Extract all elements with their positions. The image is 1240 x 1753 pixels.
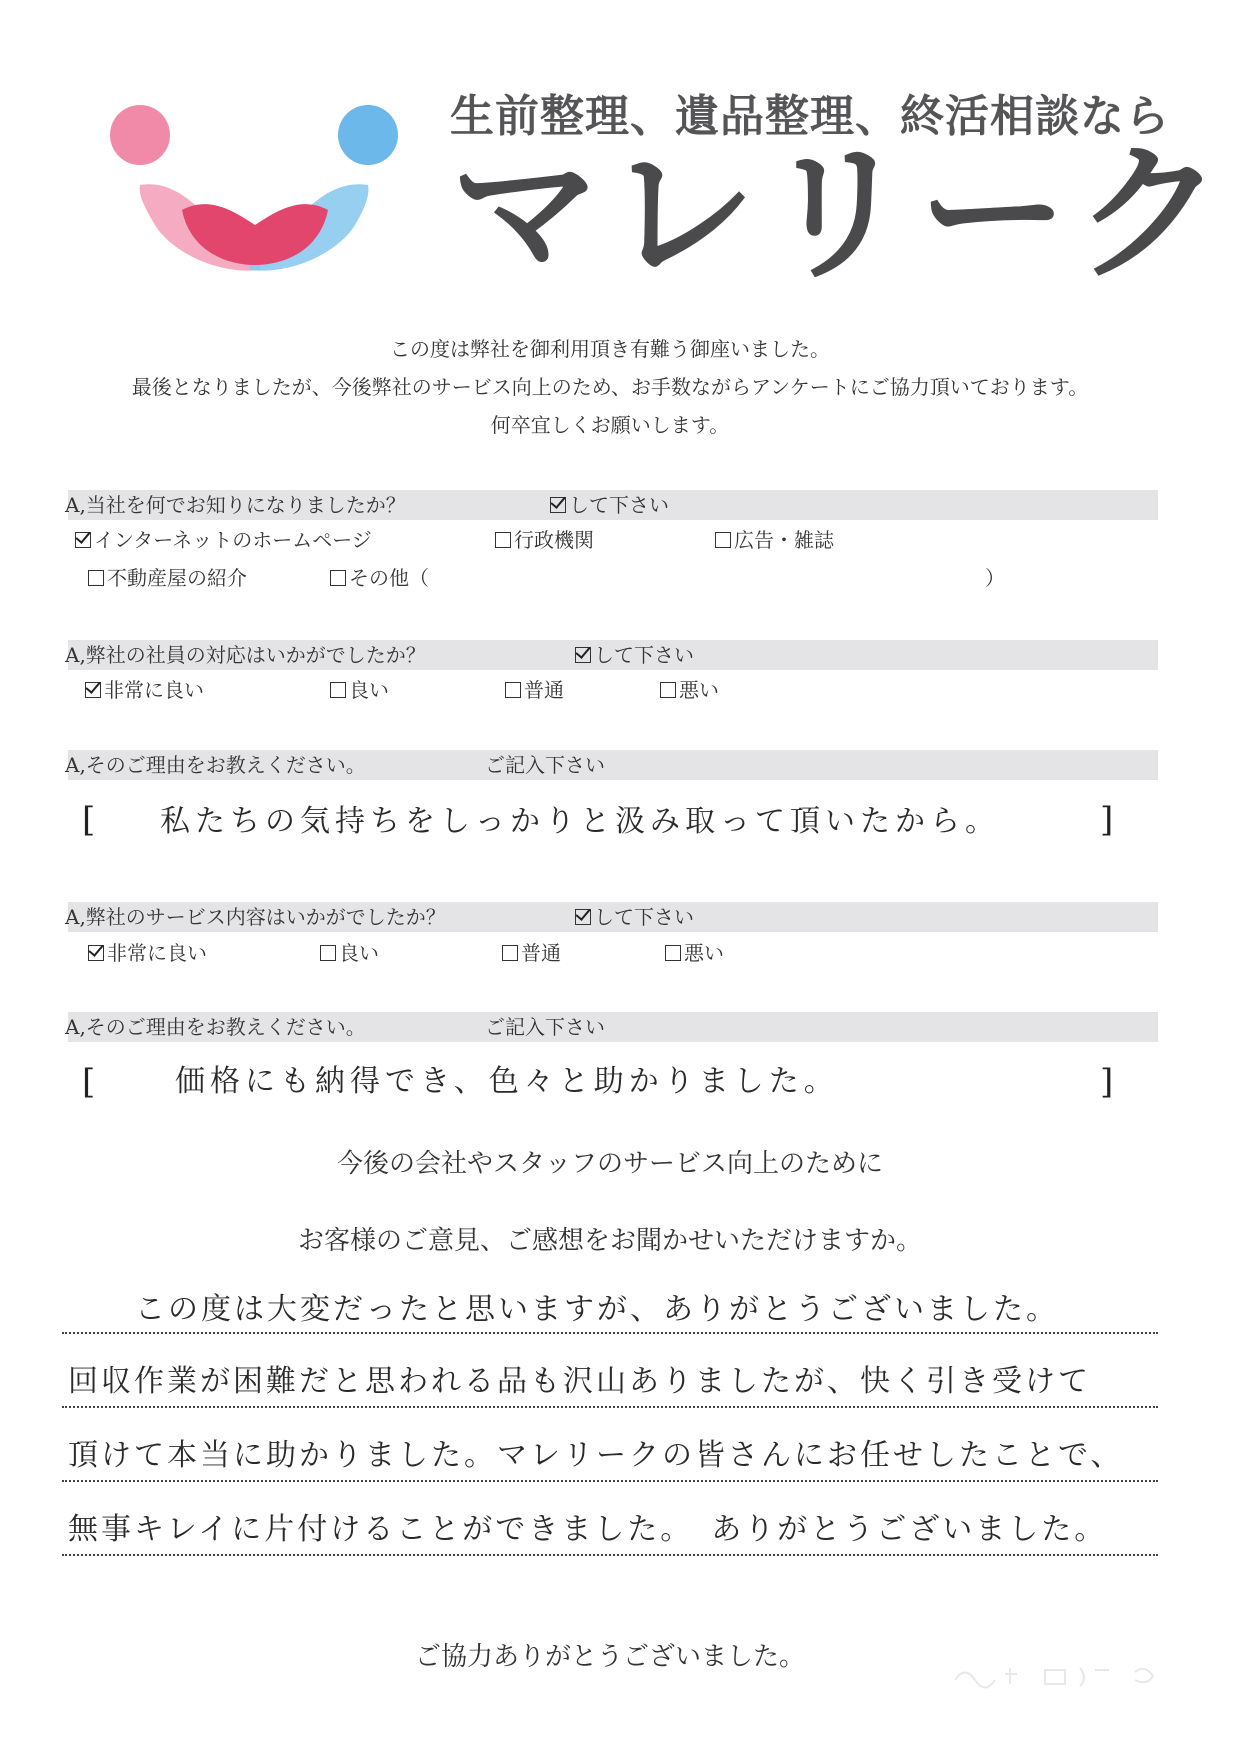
brand-logo [100, 100, 410, 290]
hint-check-icon [550, 497, 566, 513]
question-2-hint: して下さい [575, 640, 694, 670]
checkbox-icon[interactable] [88, 570, 104, 586]
intro-line-1: この度は弊社を御利用頂き有難う御座いました。 [390, 337, 830, 361]
q4-option-good[interactable]: 良い [320, 938, 379, 968]
q1-option-realestate[interactable]: 不動産屋の紹介 [88, 563, 247, 593]
intro-line-3: 何卒宜しくお願いします。 [490, 413, 730, 437]
question-4-text: A,弊社のサービス内容はいかがでしたか？ [65, 905, 446, 929]
q2-option-good[interactable]: 良い [330, 675, 389, 705]
logo-blue-circle [338, 105, 398, 165]
footer-thanks: ご協力ありがとうございました。 [414, 1642, 805, 1672]
q1-option-internet[interactable]: インターネットのホームページ [75, 525, 372, 555]
hint-text: して下さい [569, 493, 669, 517]
question-2-text: A,弊社の社員の対応はいかがでしたか？ [65, 643, 426, 667]
q4-option-average[interactable]: 普通 [502, 938, 561, 968]
hint-check-icon [575, 909, 591, 925]
q1-option-government[interactable]: 行政機関 [495, 525, 594, 555]
checkbox-icon[interactable] [665, 945, 681, 961]
q1-option-ads[interactable]: 広告・雑誌 [715, 525, 834, 555]
question-5-text: A,そのご理由をお教えください。 [65, 1015, 366, 1039]
answer-5-text: 価格にも納得でき、色々と助かりました。 [175, 1064, 839, 1099]
brand-name: マレリーク [450, 128, 1231, 302]
dotted-rule-1 [62, 1332, 1158, 1334]
feedback-line-2: 回収作業が困難だと思われる品も沢山ありましたが、快く引き受けて [68, 1364, 1091, 1399]
feedback-line-4: 無事キレイに片付けることができました。 ありがとうございました。 [68, 1512, 1108, 1547]
faint-stamp-mark [950, 1660, 1180, 1690]
q1-option-other[interactable]: その他（ [330, 563, 429, 593]
checkbox-icon[interactable] [88, 945, 104, 961]
q2-option-average[interactable]: 普通 [505, 675, 564, 705]
answer-5-close-bracket: ] [1100, 1062, 1114, 1102]
feedback-prompt-2: お客様のご意見、ご感想をお聞かせいただけますか。 [297, 1226, 922, 1256]
checkbox-icon[interactable] [502, 945, 518, 961]
checkbox-icon[interactable] [715, 532, 731, 548]
question-1-text: A,当社を何でお知りになりましたか？ [65, 493, 406, 517]
question-5-hint: ご記入下さい [485, 1015, 605, 1039]
answer-5-open-bracket: [ [82, 1062, 96, 1102]
answer-3-close-bracket: ] [1100, 800, 1114, 840]
tagline: 生前整理、遺品整理、終活相談なら [450, 91, 1170, 142]
checkbox-icon[interactable] [495, 532, 511, 548]
q1-other-close-paren: ） [985, 566, 1005, 590]
feedback-prompt-1: 今後の会社やスタッフのサービス向上のために [336, 1149, 883, 1179]
q4-option-bad[interactable]: 悪い [665, 938, 724, 968]
dotted-rule-3 [62, 1480, 1158, 1482]
answer-3-text: 私たちの気持ちをしっかりと汲み取って頂いたから。 [160, 804, 1000, 839]
dotted-rule-2 [62, 1406, 1158, 1408]
answer-3-open-bracket: [ [82, 800, 96, 840]
checkbox-icon[interactable] [330, 570, 346, 586]
hint-check-icon [575, 647, 591, 663]
q4-option-very-good[interactable]: 非常に良い [88, 938, 207, 968]
question-4-hint: して下さい [575, 902, 694, 932]
question-3-hint: ご記入下さい [485, 753, 605, 777]
question-1-hint [550, 490, 669, 520]
checkbox-icon[interactable] [85, 682, 101, 698]
question-3-text: A,そのご理由をお教えください。 [65, 753, 366, 777]
feedback-line-3: 頂けて本当に助かりました。マレリークの皆さんにお任せしたことで、 [68, 1438, 1124, 1473]
checkbox-icon[interactable] [320, 945, 336, 961]
feedback-line-1: この度は大変だったと思いますが、ありがとうございました。 [135, 1292, 1059, 1327]
checkbox-icon[interactable] [330, 682, 346, 698]
logo-pink-circle [110, 105, 170, 165]
checkbox-icon[interactable] [660, 682, 676, 698]
intro-line-2: 最後となりましたが、今後弊社のサービス向上のため、お手数ながらアンケートにご協力頂いております。 [131, 375, 1089, 399]
checkbox-icon[interactable] [505, 682, 521, 698]
dotted-rule-4 [62, 1554, 1158, 1556]
checkbox-icon[interactable] [75, 532, 91, 548]
q2-option-very-good[interactable]: 非常に良い [85, 675, 204, 705]
q2-option-bad[interactable]: 悪い [660, 675, 719, 705]
